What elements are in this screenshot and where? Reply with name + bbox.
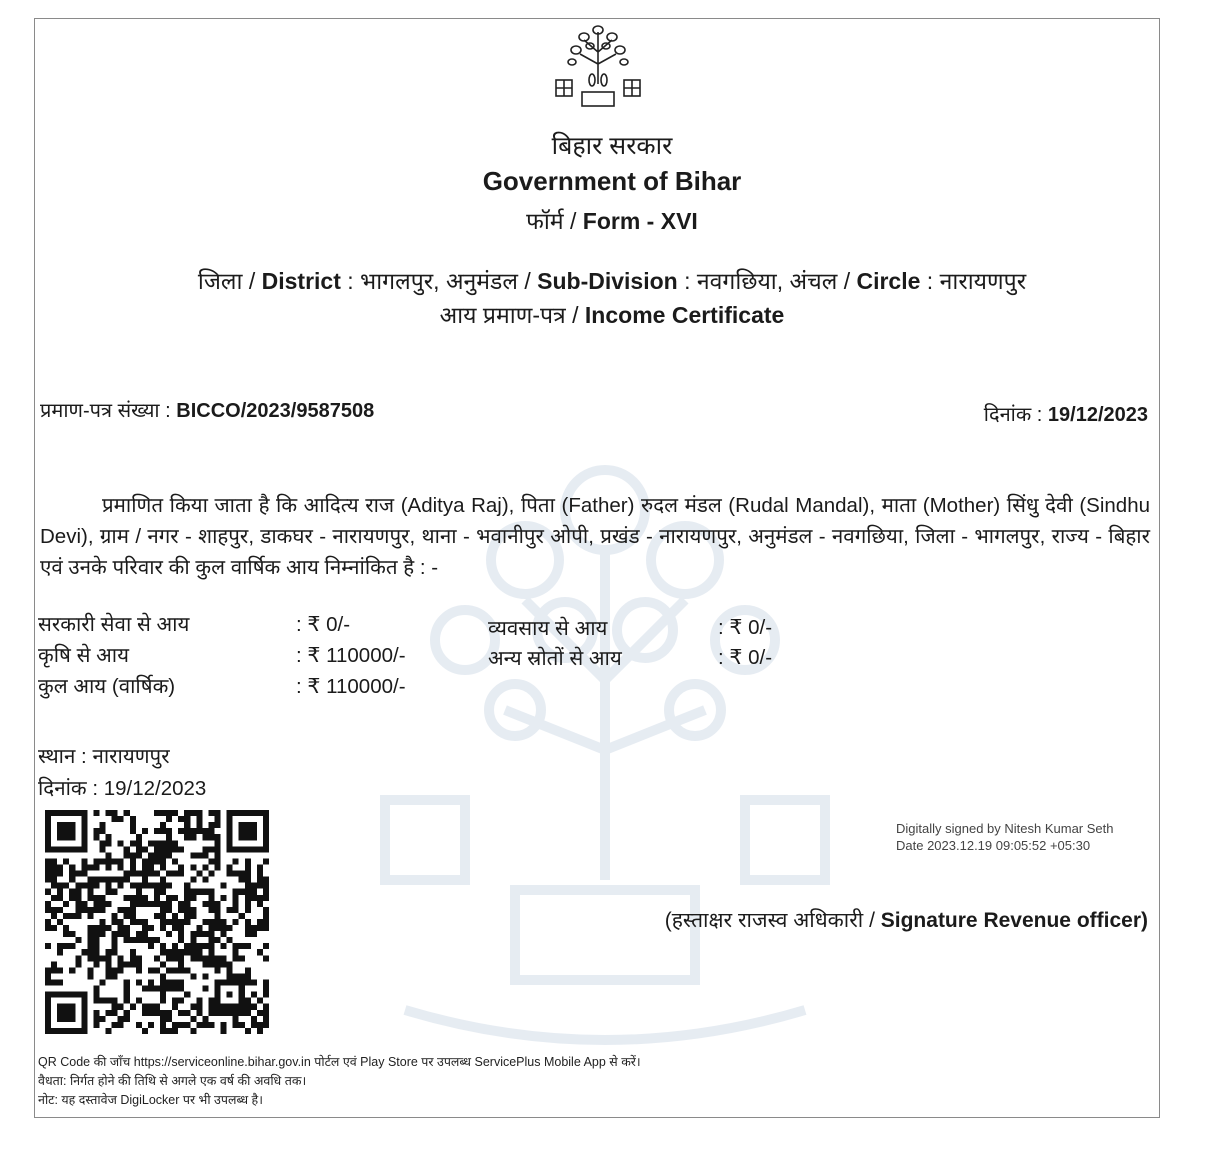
- digital-signature-stamp: Digitally signed by Nitesh Kumar Seth Date 2023.12.19 09:05:52 +05:30: [896, 821, 1114, 853]
- other-income-value: : ₹ 0/-: [718, 646, 773, 669]
- place-date-line: दिनांक : 19/12/2023: [38, 777, 207, 800]
- title-hindi: बिहार सरकार: [551, 132, 673, 160]
- other-income-label: अन्य स्रोतों से आय: [488, 647, 622, 670]
- title-english: Government of Bihar: [482, 166, 742, 196]
- digilocker-note: नोट: यह दस्तावेज DigiLocker पर भी उपलब्ध है।: [38, 1093, 263, 1107]
- total-income-label: कुल आय (वार्षिक): [38, 675, 176, 698]
- agriculture-income-value: : ₹ 110000/-: [296, 644, 406, 667]
- footer-notes: [38, 1053, 641, 1110]
- govt-service-income-value: : ₹ 0/-: [296, 613, 351, 636]
- bihar-emblem-icon: [552, 22, 644, 114]
- validity-note: वैधता: निर्गत होने की तिथि से अगले एक वर्ष की अवधि तक।: [38, 1074, 307, 1088]
- business-income-value: : ₹ 0/-: [718, 616, 773, 639]
- form-number: फॉर्म / Form - XVI: [526, 208, 698, 234]
- place-line: स्थान : नारायणपुर: [38, 745, 170, 768]
- certification-paragraph: प्रमाणित किया जाता है कि आदित्य राज (Aditya Raj), पिता (Father) रुदल मंडल (Rudal Mandal), माता (Mother) सिंधु देवी (Sindhu Devi), ग्राम / नगर - शाहपुर, डाकघर - नारायणपुर, थाना - भवानीपुर ओपी, प्रखंड - नारायणपुर, अनुमंडल - नवगछिया, जिला - भागलपुर, राज्य - बिहार एवं उनके परिवार की कुल वार्षिक आय निम्नांकित है : -: [40, 494, 1150, 579]
- location-line: जिला / District : भागलपुर, अनुमंडल / Sub-Division : नवगछिया, अंचल / Circle : नारायणपुर: [197, 268, 1027, 294]
- certificate-number: प्रमाण-पत्र संख्या : BICCO/2023/9587508: [40, 400, 375, 422]
- certificate-date: दिनांक : 19/12/2023: [983, 404, 1148, 426]
- signature-revenue-officer: (हस्ताक्षर राजस्व अधिकारी / Signature Revenue officer): [664, 909, 1148, 932]
- certificate-title: आय प्रमाण-पत्र / Income Certificate: [439, 302, 785, 328]
- agriculture-income-label: कृषि से आय: [38, 644, 129, 667]
- qr-verification-note: QR Code की जाँच https://serviceonline.bihar.gov.in पोर्टल एवं Play Store पर उपलब्ध ServicePlus Mobile App से करें।: [38, 1055, 641, 1069]
- business-income-label: व्यवसाय से आय: [488, 617, 608, 640]
- verification-qr-code: [45, 810, 269, 1034]
- govt-service-income-label: सरकारी सेवा से आय: [38, 613, 190, 636]
- total-income-value: : ₹ 110000/-: [296, 675, 406, 698]
